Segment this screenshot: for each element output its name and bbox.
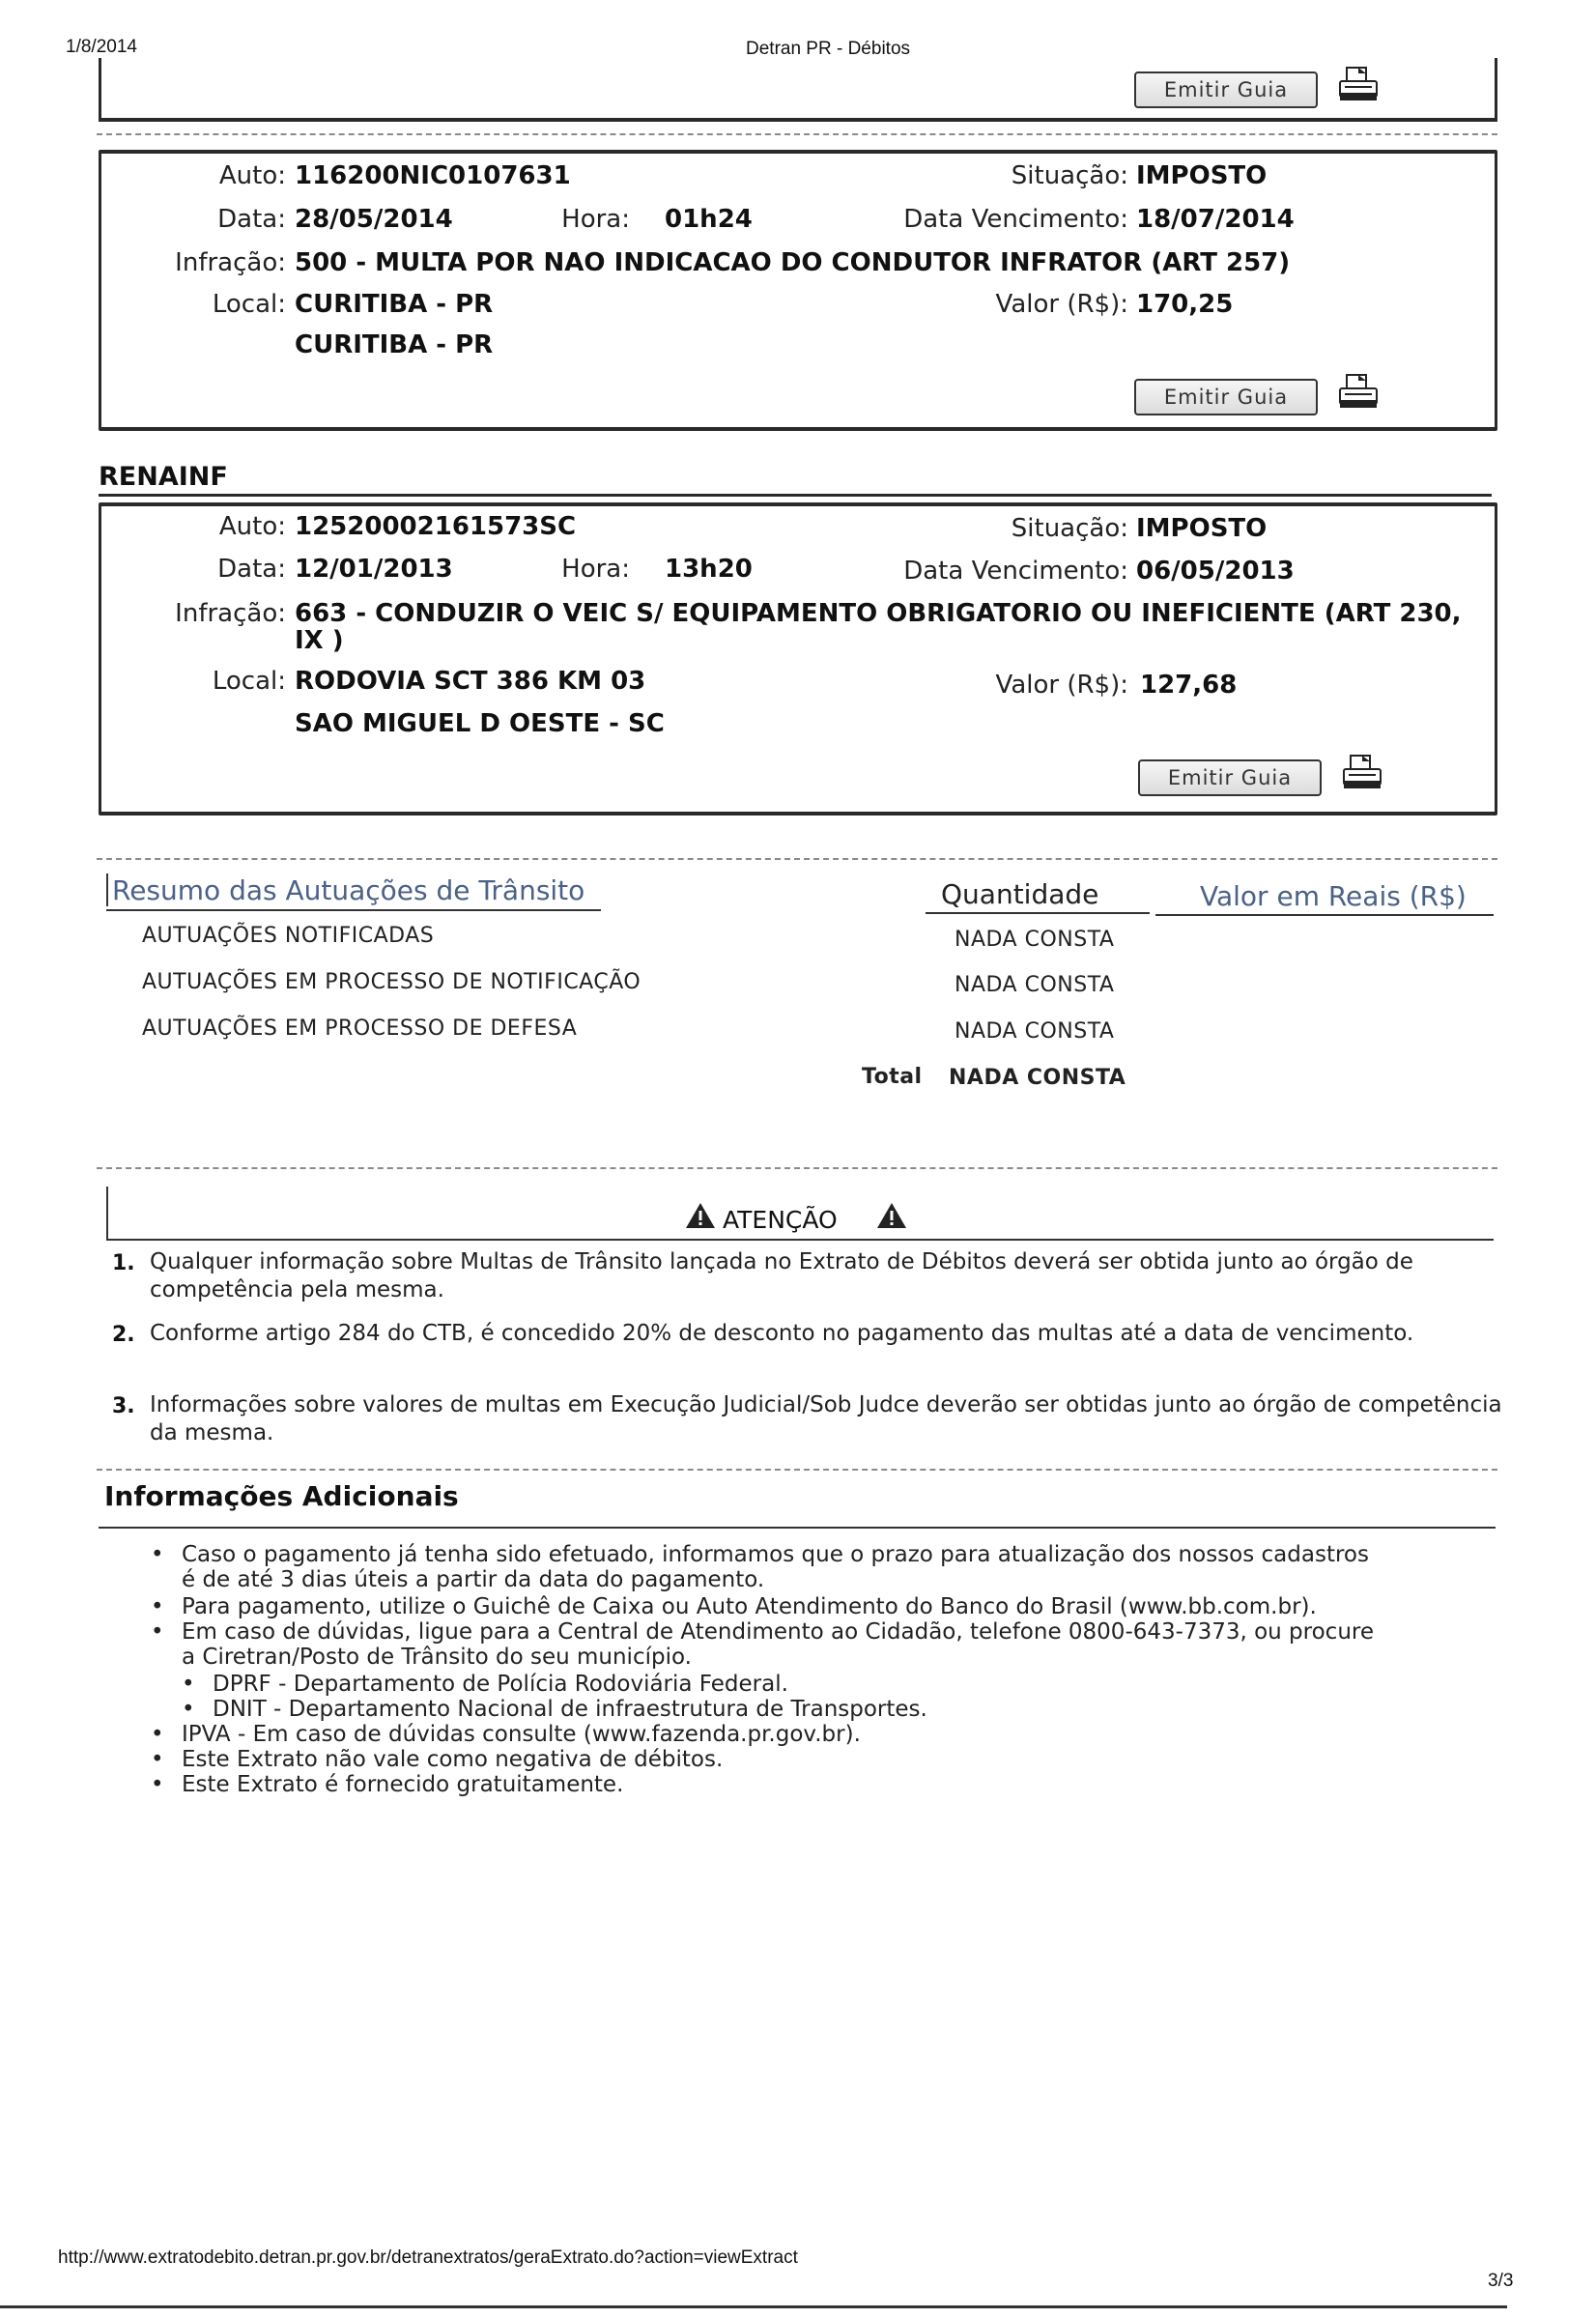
auto-number: 12520002161573SC — [295, 512, 577, 541]
resumo-left-bar — [106, 873, 108, 906]
info-item: • Este Extrato não vale como negativa de débitos. — [182, 1747, 723, 1772]
infracao-label: Infração: — [175, 599, 286, 628]
atencao-title: ATENÇÃO — [723, 1206, 838, 1234]
valor-value: 170,25 — [1136, 290, 1234, 319]
atencao-underline — [106, 1239, 1494, 1241]
situacao-value: IMPOSTO — [1136, 161, 1268, 190]
vencimento-value: 06/05/2013 — [1136, 557, 1295, 586]
data-label: Data: — [217, 205, 286, 234]
divider — [97, 858, 1497, 860]
situacao-label: Situação: — [1011, 161, 1128, 190]
hora-label: Hora: — [561, 205, 630, 234]
infracao-value-2: IX ) — [295, 626, 344, 655]
infracao-label: Infração: — [175, 248, 286, 277]
vencimento-label: Data Vencimento: — [903, 557, 1128, 586]
vencimento-label: Data Vencimento: — [903, 205, 1128, 234]
auto-number: 116200NIC0107631 — [295, 161, 571, 190]
data-value: 28/05/2014 — [295, 205, 453, 234]
local-label: Local: — [212, 667, 286, 696]
info-item: • Este Extrato é fornecido gratuitamente. — [182, 1772, 623, 1797]
renainf-title-underline — [99, 494, 1492, 497]
col-valor-underline — [1155, 914, 1494, 916]
resumo-title: Resumo das Autuações de Trânsito — [112, 874, 585, 906]
vencimento-value: 18/07/2014 — [1136, 205, 1295, 234]
total-value: NADA CONSTA — [949, 1066, 1126, 1090]
printer-icon[interactable] — [1341, 754, 1383, 792]
renainf-title: RENAINF — [99, 462, 228, 492]
divider — [97, 1167, 1497, 1169]
resumo-row-qtd: NADA CONSTA — [955, 1019, 1115, 1044]
resumo-row-label: AUTUAÇÕES EM PROCESSO DE DEFESA — [142, 1016, 578, 1041]
auto-label: Auto: — [218, 512, 286, 541]
info-item: • Em caso de dúvidas, ligue para a Central de Atendimento ao Cidadão, telefone 0800-643-7373, ou procure — [182, 1619, 1374, 1645]
note-text: Informações sobre valores de multas em Execução Judicial/Sob Judce deverão ser obtidas junto ao órgão de competência da mesma. — [150, 1392, 1502, 1445]
print-title: Detran PR - Débitos — [746, 39, 911, 59]
info-item: • DPRF - Departamento de Polícia Rodoviária Federal. — [213, 1672, 788, 1697]
local-value-2: CURITIBA - PR — [295, 330, 494, 359]
info-item: • DNIT - Departamento Nacional de infraestrutura de Transportes. — [213, 1697, 927, 1722]
print-date: 1/8/2014 — [66, 37, 137, 57]
divider — [97, 133, 1497, 135]
hora-value: 13h20 — [665, 555, 753, 584]
atencao-left-bar — [106, 1187, 108, 1239]
warning-icon — [875, 1201, 908, 1230]
data-label: Data: — [217, 555, 286, 584]
info-item: • Caso o pagamento já tenha sido efetuado, informamos que o prazo para atualização dos nossos cadastros — [182, 1542, 1369, 1567]
col-valor: Valor em Reais (R$) — [1200, 880, 1467, 912]
hora-value: 01h24 — [665, 205, 753, 234]
data-value: 12/01/2013 — [295, 555, 453, 584]
situacao-label: Situação: — [1011, 514, 1128, 543]
warning-icon — [684, 1201, 717, 1230]
info-item-continuation: a Ciretran/Posto de Trânsito do seu município. — [182, 1645, 692, 1670]
valor-label: Valor (R$): — [995, 671, 1128, 700]
info-title: Informações Adicionais — [104, 1480, 459, 1512]
auto-label: Auto: — [218, 161, 286, 190]
resumo-row-label: AUTUAÇÕES EM PROCESSO DE NOTIFICAÇÃO — [142, 970, 641, 994]
valor-label: Valor (R$): — [995, 290, 1128, 319]
local-label: Local: — [212, 290, 286, 319]
local-value-2: SAO MIGUEL D OESTE - SC — [295, 709, 665, 738]
printer-icon[interactable] — [1337, 373, 1380, 412]
resumo-row-qtd: NADA CONSTA — [955, 928, 1115, 952]
col-quantidade-underline — [926, 912, 1150, 914]
emitir-guia-button-1[interactable]: Emitir Guia — [1134, 379, 1318, 415]
local-value: CURITIBA - PR — [295, 290, 494, 319]
bottom-rule — [0, 2305, 1507, 2308]
resumo-row-label: AUTUAÇÕES NOTIFICADAS — [142, 924, 435, 948]
info-title-underline — [99, 1527, 1496, 1529]
printer-icon[interactable] — [1337, 66, 1380, 104]
print-url: http://www.extratodebito.detran.pr.gov.br/detranextratos/geraExtrato.do?action=viewExtract — [58, 2247, 798, 2268]
situacao-value: IMPOSTO — [1136, 514, 1268, 543]
resumo-title-underline — [106, 909, 601, 911]
resumo-row-qtd: NADA CONSTA — [955, 973, 1115, 997]
note-number: 3. — [112, 1394, 135, 1418]
print-page-number: 3/3 — [1488, 2271, 1514, 2291]
infracao-value: 500 - MULTA POR NAO INDICACAO DO CONDUTOR INFRATOR (ART 257) — [295, 248, 1291, 277]
hora-label: Hora: — [561, 555, 630, 584]
infracao-value: 663 - CONDUZIR O VEIC S/ EQUIPAMENTO OBRIGATORIO OU INEFICIENTE (ART 230, — [295, 599, 1462, 628]
col-quantidade: Quantidade — [941, 878, 1099, 910]
divider — [97, 1469, 1497, 1471]
emitir-guia-button-top[interactable]: Emitir Guia — [1134, 72, 1318, 108]
info-item-continuation: é de até 3 dias úteis a partir da data do pagamento. — [182, 1567, 765, 1592]
total-label: Total — [862, 1065, 923, 1089]
emitir-guia-button-renainf[interactable]: Emitir Guia — [1138, 759, 1322, 796]
valor-value: 127,68 — [1140, 671, 1238, 700]
note-text: Conforme artigo 284 do CTB, é concedido 20% de desconto no pagamento das multas até a data de vencimento. — [150, 1321, 1414, 1346]
note-number: 1. — [112, 1251, 135, 1275]
info-item: • Para pagamento, utilize o Guichê de Caixa ou Auto Atendimento do Banco do Brasil (www.bb.com.br). — [182, 1594, 1317, 1619]
info-item: • IPVA - Em caso de dúvidas consulte (www.fazenda.pr.gov.br). — [182, 1722, 861, 1747]
note-text: Qualquer informação sobre Multas de Trânsito lançada no Extrato de Débitos deverá ser obtida junto ao órgão de competência pela mesma. — [150, 1249, 1413, 1302]
local-value: RODOVIA SCT 386 KM 03 — [295, 667, 646, 696]
note-number: 2. — [112, 1323, 135, 1347]
